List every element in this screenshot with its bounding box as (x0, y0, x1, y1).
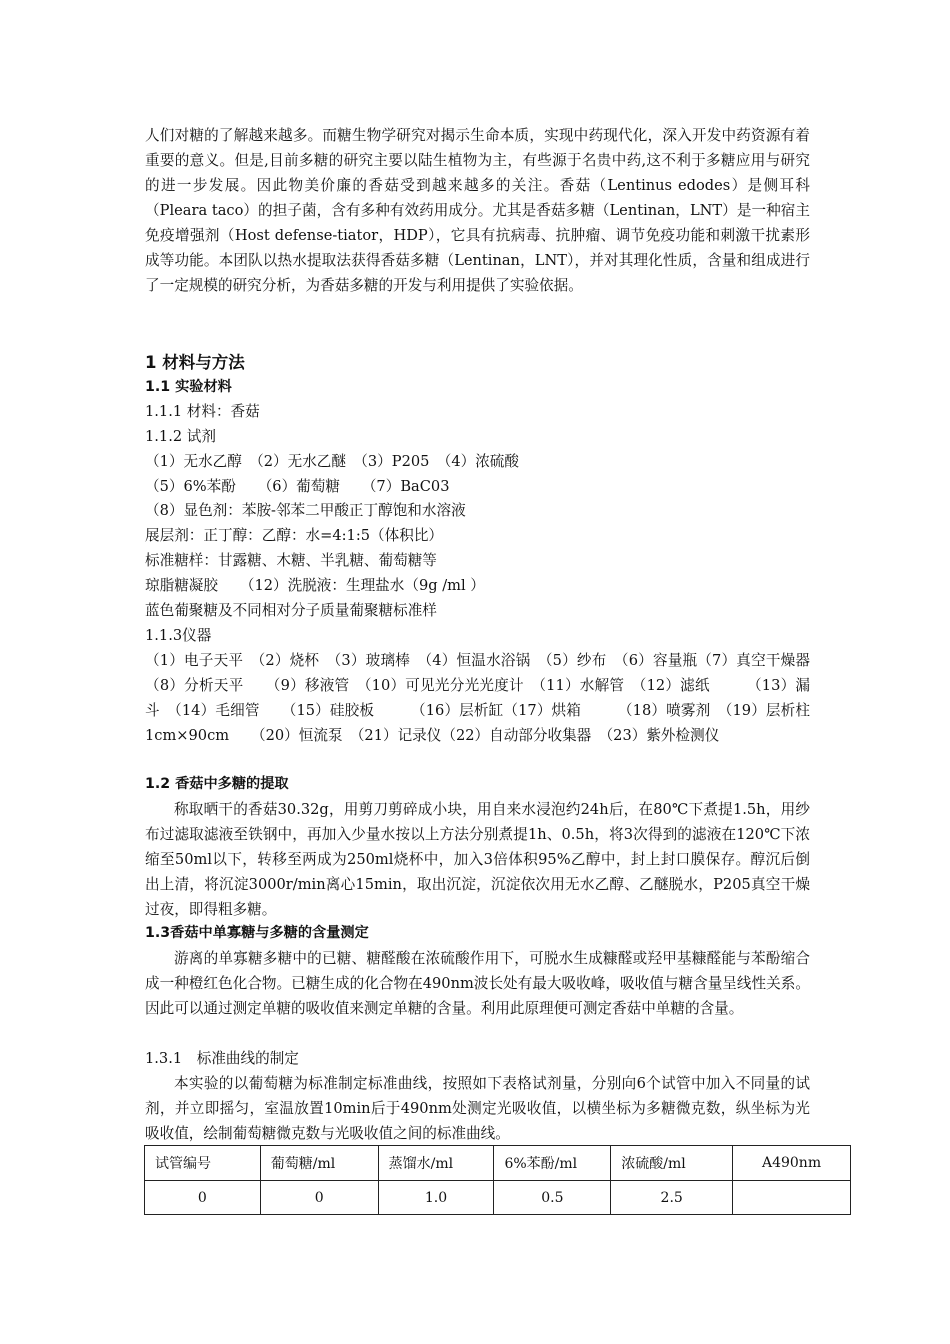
reagent-line: 标准糖样：甘露糖、木糖、半乳糖、葡萄糖等 (145, 552, 437, 569)
intro-paragraph: 人们对糖的了解越来越多。而糖生物学研究对揭示生命本质，实现中药现代化，深入开发中药资源有着重要的意义。但是,目前多糖的研究主要以陆生植物为主，有些源于名贵中药,这不利于多糖应用与研究的进一步发展。因此物美价廉的香菇受到越来越多的关注。香菇（Lentinus edodes）是侧耳科（Pleara taco）的担子菌，含有多种有效药用成分。尤其是香菇多糖（Lentinan，LNT）是一种宿主免疫增强剂（Host defense-tiator，HDP），它具有抗病毒、抗肿瘤、调节免疫功能和刺激干扰素形成等功能。本团队以热水提取法获得香菇多糖（Lentinan，LNT），并对其理化性质，含量和组成进行了一定规模的研究分析，为香菇多糖的开发与利用提供了实验依据。 (145, 127, 810, 294)
reagent-line: 蓝色葡聚糖及不同相对分子质量葡聚糖标准样 (145, 602, 437, 619)
table-cell: 0.5 (494, 1181, 611, 1215)
table-header-cell: A490nm (733, 1146, 851, 1181)
table-header-cell: 蒸馏水/ml (378, 1146, 494, 1181)
reagent-line: （8）显色剂：苯胺-邻苯二甲酸正丁醇饱和水溶液 (145, 502, 466, 519)
extraction-paragraph: 称取晒干的香菇30.32g，用剪刀剪碎成小块，用自来水浸泡约24h后，在80℃下煮提1.5h，用纱布过滤取滤液至铁钢中，再加入少量水按以上方法分别煮提1h、0.5h，将3次得到的滤液在120℃下浓缩至50ml以下，转移至两成为250ml烧杯中，加入3倍体积95%乙醇中，封上封口膜保存。醇沉后倒出上清，将沉淀3000r/min离心15min，取出沉淀，沉淀依次用无水乙醇、乙醚脱水，P205真空干燥过夜，即得粗多糖。 (145, 801, 810, 918)
table-row (145, 1181, 851, 1215)
reagent-line: （5）6%苯酚 （6）葡萄糖 （7）BaC03 (145, 478, 450, 495)
reagent-line: 展层剂：正丁醇：乙醇：水=4:1:5（体积比） (145, 527, 444, 544)
section-1-2-heading: 1.2 香菇中多糖的提取 (145, 776, 289, 792)
instrument-list: （1）电子天平 （2）烧杯 （3）玻璃棒 （4）恒温水浴锅 （5）纱布 （6）容量瓶（7）真空干燥器 （8）分析天平 （9）移液管 （10）可见光分光光度计 （11）水解管 （12）滤纸 （13）漏斗 （14）毛细管 （15）硅胶板 （16）层析缸（17）烘箱 （18）喷雾剂 （19）层析柱1cm×90cm （20）恒流泵 （21）记录仪（22）自动部分收集器 （23）紫外检测仪 (145, 652, 840, 744)
table-cell: 1.0 (378, 1181, 494, 1215)
table-cell: 0 (145, 1181, 261, 1215)
table-cell (733, 1181, 851, 1215)
material-line: 1.1.1 材料：香菇 (145, 403, 260, 420)
table-header-cell: 试管编号 (145, 1146, 261, 1181)
table-header-row (145, 1146, 851, 1181)
section-1-3-1-heading: 1.3.1 标准曲线的制定 (145, 1050, 299, 1067)
reagent-line: （1）无水乙醇 （2）无水乙醚 （3）P205 （4）浓硫酸 (145, 453, 519, 470)
content-paragraph: 游离的单寡糖多糖中的已糖、糖醛酸在浓硫酸作用下，可脱水生成糠醛或羟甲基糠醛能与苯酚缩合成一种橙红色化合物。已糖生成的化合物在490nm波长处有最大吸收峰，吸收值与糖含量呈线性关系。因此可以通过测定单糖的吸收值来测定单糖的含量。利用此原理便可测定香菇中单糖的含量。 (145, 950, 810, 1017)
table-header-cell: 浓硫酸/ml (611, 1146, 733, 1181)
instrument-heading: 1.1.3仪器 (145, 627, 212, 644)
section-1-1-heading: 1.1 实验材料 (145, 379, 232, 395)
table-header-cell: 6%苯酚/ml (494, 1146, 611, 1181)
reagent-heading: 1.1.2 试剂 (145, 428, 216, 445)
reagent-line: 琼脂糖凝胶 （12）洗脱液：生理盐水（9g /ml ） (145, 577, 485, 594)
section-1-3-heading: 1.3香菇中单寡糖与多糖的含量测定 (145, 925, 369, 941)
reagent-table (144, 1145, 851, 1215)
table-cell: 2.5 (611, 1181, 733, 1215)
standard-curve-paragraph: 本实验的以葡萄糖为标准制定标准曲线，按照如下表格试剂量，分别向6个试管中加入不同量的试剂，并立即摇匀，室温放置10min后于490nm处测定光吸收值，以横坐标为多糖微克数，纵坐标为光吸收值，绘制葡萄糖微克数与光吸收值之间的标准曲线。 (145, 1075, 810, 1142)
section-1-heading: 1 材料与方法 (145, 353, 245, 372)
table-cell: 0 (260, 1181, 378, 1215)
table-header-cell: 葡萄糖/ml (260, 1146, 378, 1181)
